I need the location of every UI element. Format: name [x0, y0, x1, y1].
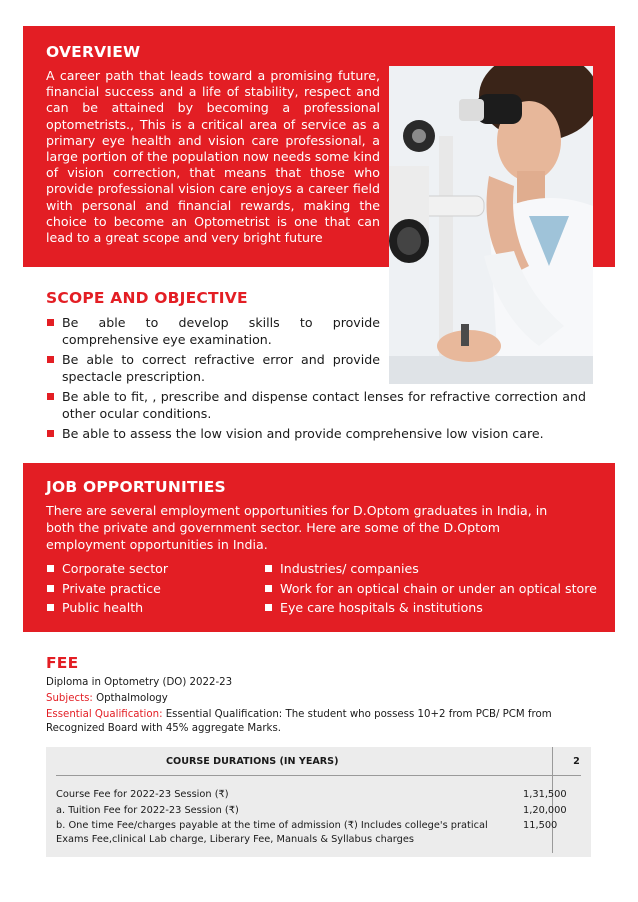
- fee-subjects: [46, 692, 586, 706]
- scope-list: [46, 314, 586, 445]
- table-divider: [56, 775, 581, 776]
- table-header-duration: COURSE DURATIONS (IN YEARS): [166, 756, 339, 767]
- list-item: Corporate sector: [46, 560, 246, 577]
- list-item: Be able to fit, , prescribe and dispense contact lenses for refractive correction and other ocular conditions.: [46, 388, 586, 422]
- list-item: Be able to assess the low vision and provide comprehensive low vision care.: [46, 425, 586, 442]
- fee-program: Diploma in Optometry (DO) 2022-23: [46, 677, 233, 688]
- fee-value: 1,31,500: [523, 789, 567, 800]
- list-item: Private practice: [46, 580, 246, 597]
- list-item: Industries/ companies: [264, 560, 604, 577]
- fee-value: 11,500: [523, 820, 558, 831]
- qualification-label: Essential Qualification:: [46, 709, 163, 720]
- subjects-value: Opthalmology: [92, 693, 168, 704]
- table-row: a. Tuition Fee for 2022-23 Session (₹): [56, 804, 239, 816]
- overview-title: OVERVIEW: [46, 43, 141, 61]
- table-row: b. One time Fee/charges payable at the time of admission (₹) Includes college's pratical Exams Fee,clinical Lab charge, Liberary Fee, Manuals & Syllabus charges: [56, 820, 488, 845]
- fee-table: [46, 747, 591, 857]
- list-item: Public health: [46, 599, 246, 616]
- jobs-list-right: [264, 560, 604, 619]
- list-item: Be able to develop skills to provide comprehensive eye examination.: [46, 314, 380, 348]
- jobs-list-left: [46, 560, 246, 619]
- fee-value: 1,20,000: [523, 804, 567, 816]
- jobs-text: There are several employment opportunities for D.Optom graduates in India, in both the private and government sector. Here are some of the D.Optom employment opportunities in India.: [46, 503, 548, 552]
- subjects-label: Subjects:: [46, 693, 93, 704]
- jobs-title: JOB OPPORTUNITIES: [46, 478, 226, 496]
- scope-title: SCOPE AND OBJECTIVE: [46, 289, 248, 307]
- fee-title: FEE: [46, 654, 79, 672]
- fee-qualification: [46, 708, 586, 736]
- table-header-years: 2: [573, 756, 580, 767]
- table-row: Course Fee for 2022-23 Session (₹): [56, 789, 229, 800]
- list-item: Work for an optical chain or under an optical store: [264, 580, 604, 597]
- fee-values: [523, 788, 583, 833]
- qualification-value: Essential Qualification: The student who possess 10+2 from PCB/ PCM from Recognized Board with 45% aggregate Marks.: [46, 709, 552, 734]
- overview-text: A career path that leads toward a promising future, financial success and a life of stability, respect and can be attained by becoming a professional optometrists., This is a critical area of service as a primary eye health and vision care professional, a large portion of the population now needs some kind of vision correction, that means that those who provide professional vision care enjoys a career field with personal and financial rewards, making the choice to become an Optometrist is one that can lead to a great scope and very bright future: [46, 68, 380, 246]
- list-item: Eye care hospitals & institutions: [264, 599, 604, 616]
- fee-descriptions: [56, 788, 496, 846]
- list-item: Be able to correct refractive error and provide spectacle prescription.: [46, 351, 380, 385]
